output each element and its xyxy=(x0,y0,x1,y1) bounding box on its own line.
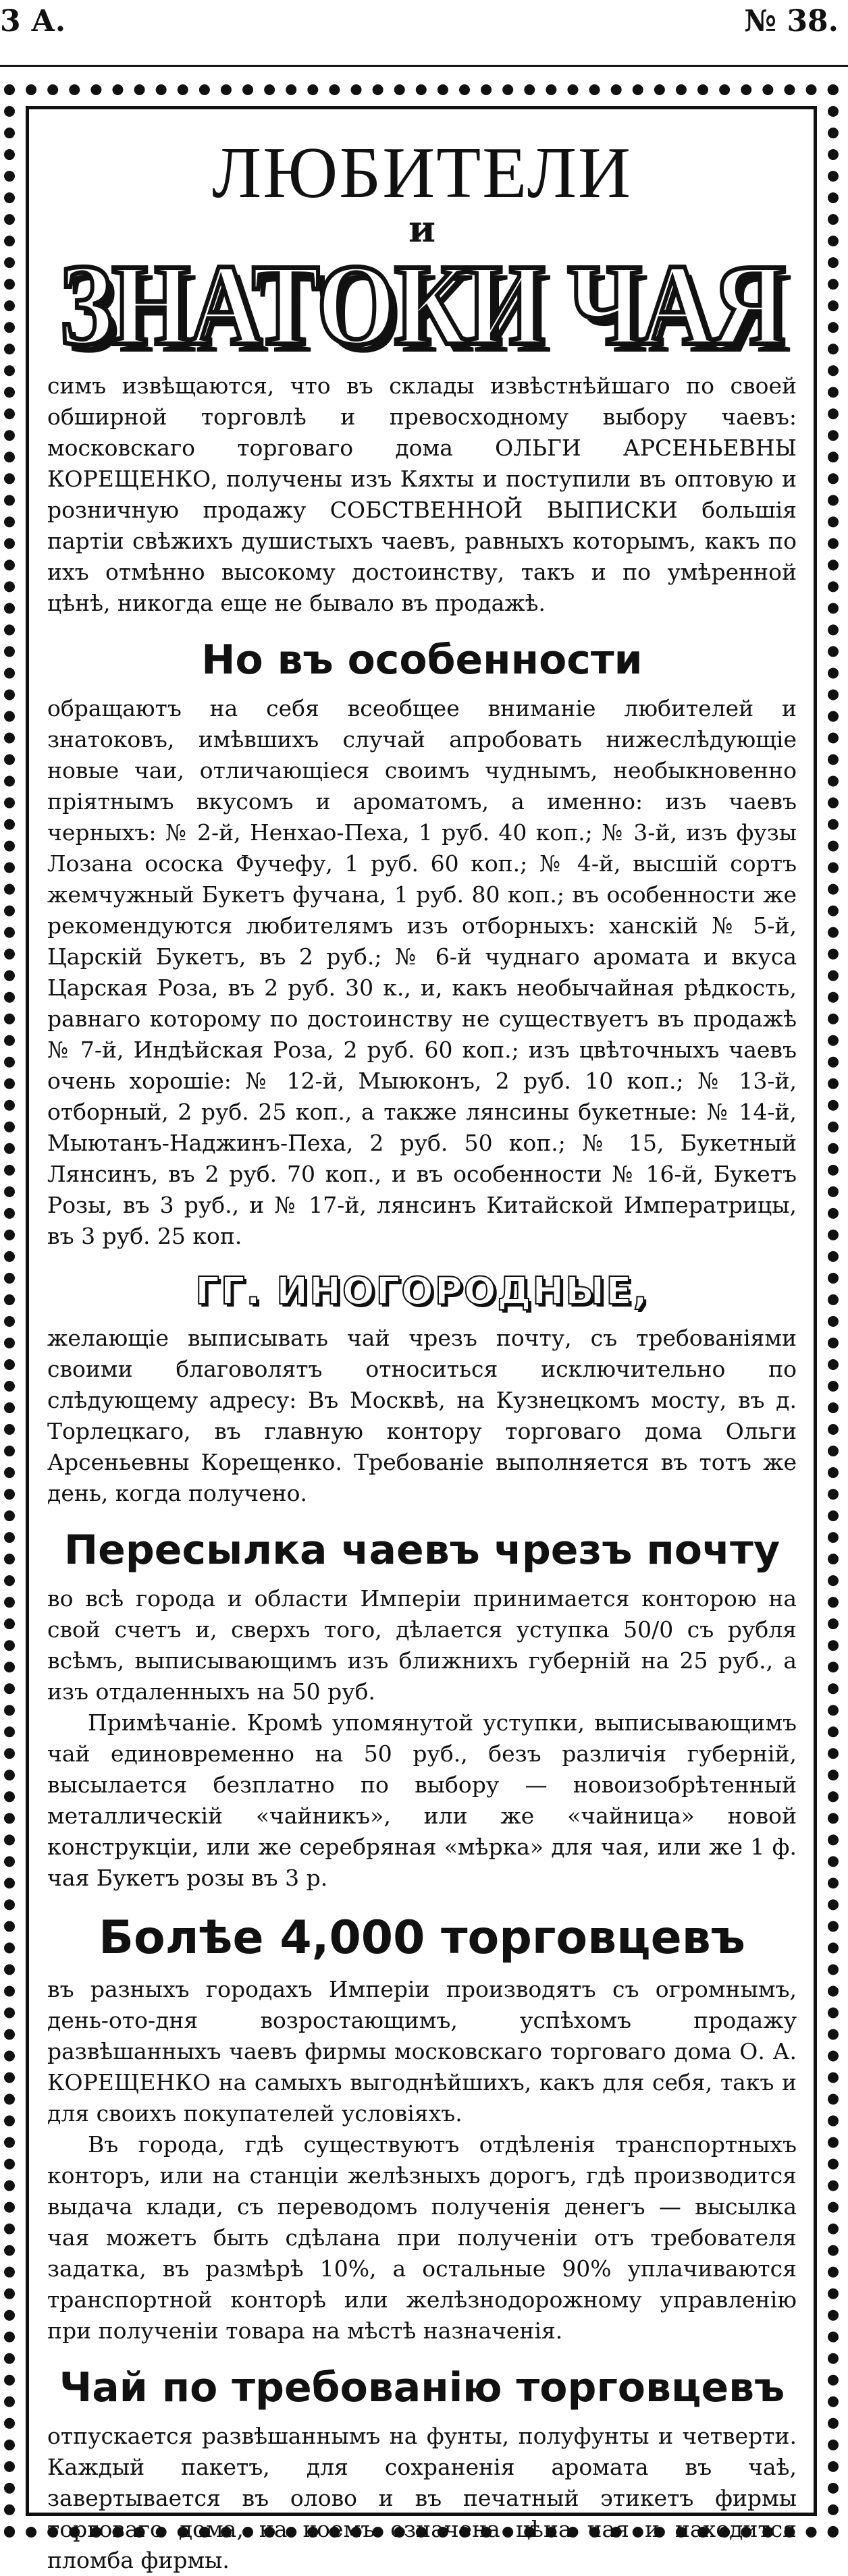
shipping-paragraph: во всѣ города и области Имперіи принимается конторою на свой счетъ и, сверхъ того, дѣлается уступка 50/0 съ рубля всѣмъ, выписывающимъ изъ ближнихъ губерній на 25 руб., а изъ отдаленныхъ на 50 руб. xyxy=(47,1585,797,1705)
heading-postal-shipping: Пересылка чаевъ чрезъ почту xyxy=(63,1527,780,1574)
tea-list-paragraph: обращаютъ на себя всеобщее вниманіе любителей и знатоковъ, имѣвшихъ случай апробовать нижеслѣдующіе новые чаи, отличающіеся своимъ чуднымъ, необыкновенно пріятнымъ вкусомъ и ароматомъ, а именно: изъ чаевъ черныхъ: № 2-й, Ненхао-Пеха, 1 руб. 40 коп.; № 3-й, изъ фузы Лозана ососка Фучефу, 1 руб. 60 коп.; № 4-й, высшій сортъ жемчужный Букетъ фучана, 1 руб. 80 коп.; въ особенности же рекомендуются любителямъ изъ отборныхъ: ханскій № 5-й, Царскій Букетъ, въ 2 руб.; № 6-й чуднаго аромата и вкуса Царская Роза, въ 2 руб. 30 к., и, какъ необычайная рѣдкость, равнаго которому по достоинству не существуетъ въ продажѣ № 7-й, Индѣйская Роза, 2 руб. 60 коп.; изъ цвѣточныхъ чаевъ очень хорошіе: № 12-й, Мыюконъ, 2 руб. 10 коп.; № 13-й, отборный, 2 руб. 25 коп., а также лянсины букетные: № 14-й, Мыютанъ-Наджинъ-Пеха, 2 руб. 50 коп.; № 15, Букетный Лянсинъ, въ 2 руб. 70 коп., и въ особенности № 16-й, Букетъ Розы, въ 3 руб., и № 17-й, лянсинъ Китайской Императрицы, въ 3 руб. 25 коп. xyxy=(47,695,797,1250)
page-header xyxy=(0,0,848,61)
packaging-paragraph: отпускается развѣшаннымъ на фунты, полуфунты и четверти. Каждый пакетъ, для сохраненія аромата въ чаѣ, завертывается въ олово и въ печатный этикетъ фирмы торговаго дома, на коемъ означена цѣна чая и находится пломба фирмы. xyxy=(47,2423,797,2574)
issue-number: № 38. xyxy=(744,4,839,38)
heading-trader-orders: Чай по требованію торговцевъ xyxy=(59,2364,785,2412)
title-line-3: ЗНАТОКИ ЧАЯ xyxy=(59,240,785,370)
traders-paragraph: въ разныхъ городахъ Имперіи производятъ съ огромнымъ, день-ото-дня возростающимъ, успѣхомъ продажу развѣшанныхъ чаевъ фирмы московскаго торговаго дома О. А. КОРЕЩЕНКО на самыхъ выгоднѣйшихъ, какъ для себя, такъ и для своихъ покупателей условіяхъ. xyxy=(47,1976,797,2127)
note-paragraph: Примѣчаніе. Кромѣ упомянутой уступки, выписывающимъ чай единовременно на 50 руб., безъ различія губерній, высылается безплатно по выбору — новоизобрѣтенный металлическій «чайникъ», или же «чайница» новой конструкціи, или же серебряная «мѣрка» для чая, или же 1 ф. чая Букетъ розы въ 3 р. xyxy=(47,1709,797,1892)
page-section-label: 3 А. xyxy=(0,4,66,38)
title-line-2: и xyxy=(408,207,436,251)
title-line-1: ЛЮБИТЕЛИ xyxy=(211,133,633,213)
heading-out-of-town: ГГ. ИНОГОРОДНЫЕ, xyxy=(195,1269,649,1314)
advertisement-content xyxy=(47,135,797,2576)
heading-especially: Но въ особенности xyxy=(201,636,643,684)
heading-traders: Болѣе 4,000 торговцевъ xyxy=(99,1911,745,1965)
transport-paragraph: Въ города, гдѣ существуютъ отдѣленія транспортныхъ конторъ, или на станціи желѣзныхъ дорогъ, гдѣ производится выдача клади, съ переводомъ полученія денегъ — высылка чая можетъ быть сдѣлана при полученіи отъ требователя задатка, въ размѣрѣ 10%, а остальные 90% уплачиваются транспортной конторѣ или желѣзнодорожному управленію при полученіи товара на мѣстѣ назначенія. xyxy=(47,2131,797,2345)
mail-order-paragraph: желающіе выписывать чай чрезъ почту, съ требованіями своими благоволятъ относиться исключительно по слѣдующему адресу: Въ Москвѣ, на Кузнецкомъ мосту, въ д. Торлецкаго, въ главную контору торговаго дома Ольги Арсеньевны Корещенко. Требованіе выполняется въ тотъ же день, когда получено. xyxy=(47,1325,797,1507)
intro-paragraph: симъ извѣщаются, что въ склады извѣстнѣйшаго по своей обширной торговлѣ и превосходному выбору чаевъ: московскаго торговаго дома ОЛЬГИ АРСЕНЬЕВНЫ КОРЕЩЕНКО, получены изъ Кяхты и поступили въ оптовую и розничную продажу СОБСТВЕННОЙ ВЫПИСКИ большія партіи свѣжихъ душистыхъ чаевъ, равныхъ которымъ, какъ по ихъ отмѣнно высокому достоинству, такъ и по умѣренной цѣнѣ, никогда еще не бывало въ продажѣ. xyxy=(47,373,797,617)
header-rule xyxy=(0,65,848,67)
